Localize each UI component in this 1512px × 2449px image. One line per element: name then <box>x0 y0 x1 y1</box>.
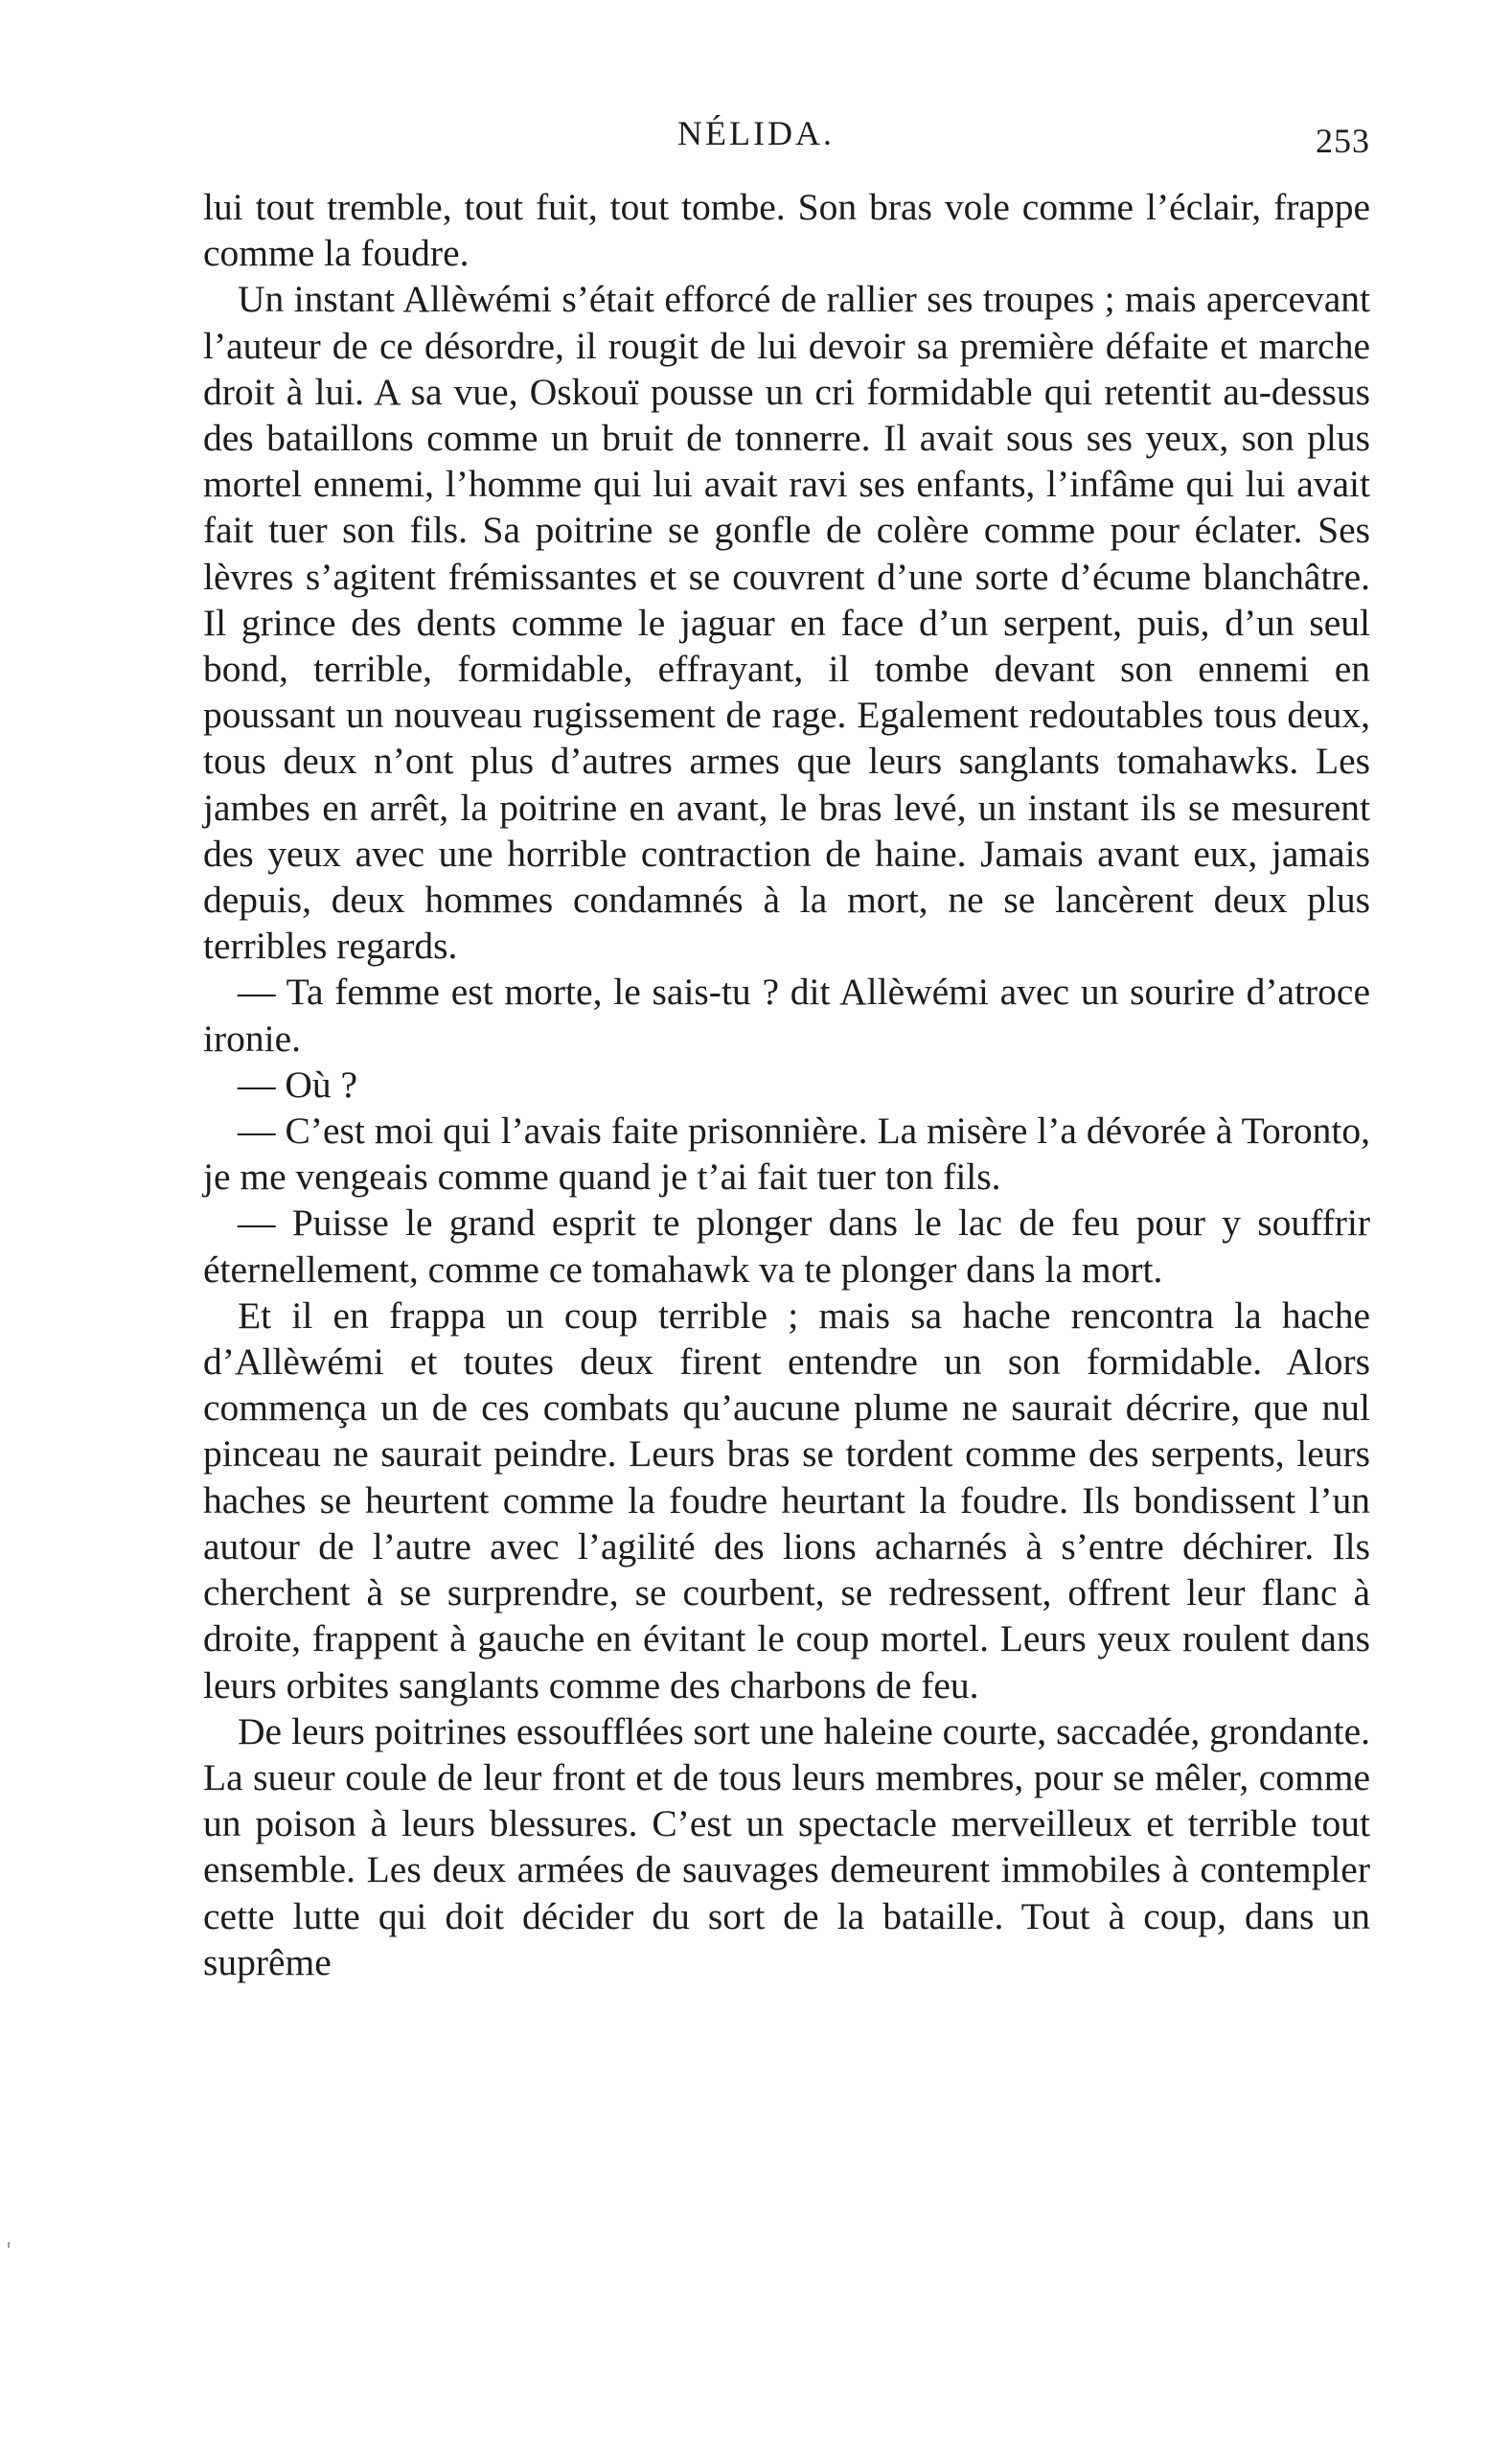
page-number: 253 <box>1316 122 1370 160</box>
body-text <box>203 184 1370 1985</box>
paragraph: Et il en frappa un coup terrible ; mais sa hache rencontra la hache d’Allèwémi et toutes deux firent entendre un son formidable. Alors commença un de ces combats qu’aucune plume ne saurait décrire, que nul pinceau ne saurait peindre. Leurs bras se tordent comme des serpents, leurs haches se heurtent comme la foudre heurtant la foudre. Ils bondissent l’un autour de l’autre avec l’agilité des lions acharnés à s’entre déchirer. Ils cherchent à se surprendre, se courbent, se redressent, offrent leur flanc à droite, frappent à gauche en évitant le coup mortel. Leurs yeux roulent dans leurs orbites sanglants comme des charbons de feu. <box>203 1293 1370 1706</box>
running-head <box>0 113 1512 161</box>
paragraph: De leurs poitrines essoufflées sort une haleine courte, saccadée, grondante. La sueur coule de leur front et de tous leurs membres, pour se mêler, comme un poison à leurs blessures. C’est un spectacle merveilleux et terrible tout ensemble. Les deux armées de sauvages demeurent immobiles à contempler cette lutte qui doit décider du sort de la bataille. Tout à coup, dans un suprême <box>203 1709 1370 1983</box>
scan-speck <box>8 2242 10 2248</box>
paragraph: Un instant Allèwémi s’était efforcé de rallier ses troupes ; mais apercevant l’auteur de ce désordre, il rougit de lui devoir sa première défaite et marche droit à lui. A sa vue, Oskouï pousse un cri formidable qui retentit au-dessus des bataillons comme un bruit de tonnerre. Il avait sous ses yeux, son plus mortel ennemi, l’homme qui lui avait ravi ses enfants, l’infâme qui lui avait fait tuer son fils. Sa poitrine se gonfle de colère comme pour éclater. Ses lèvres s’agitent frémissantes et se couvrent d’une sorte d’écume blanchâtre. Il grince des dents comme le jaguar en face d’un serpent, puis, d’un seul bond, terrible, formidable, effrayant, il tombe devant son ennemi en poussant un nouveau rugissement de rage. Egalement redoutables tous deux, tous deux n’ont plus d’autres armes que leurs sanglants tomahawks. Les jambes en arrêt, la poitrine en avant, le bras levé, un instant ils se mesurent des yeux avec une horrible contraction de haine. Jamais avant eux, jamais depuis, deux hommes condamnés à la mort, ne se lancèrent deux plus terribles regards. <box>203 278 1370 968</box>
dialogue-line: — Où ? <box>238 1063 358 1106</box>
dialogue-line: — Ta femme est morte, le sais-tu ? dit Allèwémi avec un sourire d’atroce ironie. <box>203 971 1370 1060</box>
paragraph: lui tout tremble, tout fuit, tout tombe. Son bras vole comme l’éclair, frappe comme la foudre. <box>203 186 1370 275</box>
running-title: NÉLIDA. <box>677 114 835 152</box>
dialogue-line: — C’est moi qui l’avais faite prisonnière. La misère l’a dévorée à Toronto, je me vengeais comme quand je t’ai fait tuer ton fils. <box>203 1110 1370 1199</box>
dialogue-line: — Puisse le grand esprit te plonger dans le lac de feu pour y souffrir éternellement, comme ce tomahawk va te plonger dans la mort. <box>203 1202 1370 1291</box>
